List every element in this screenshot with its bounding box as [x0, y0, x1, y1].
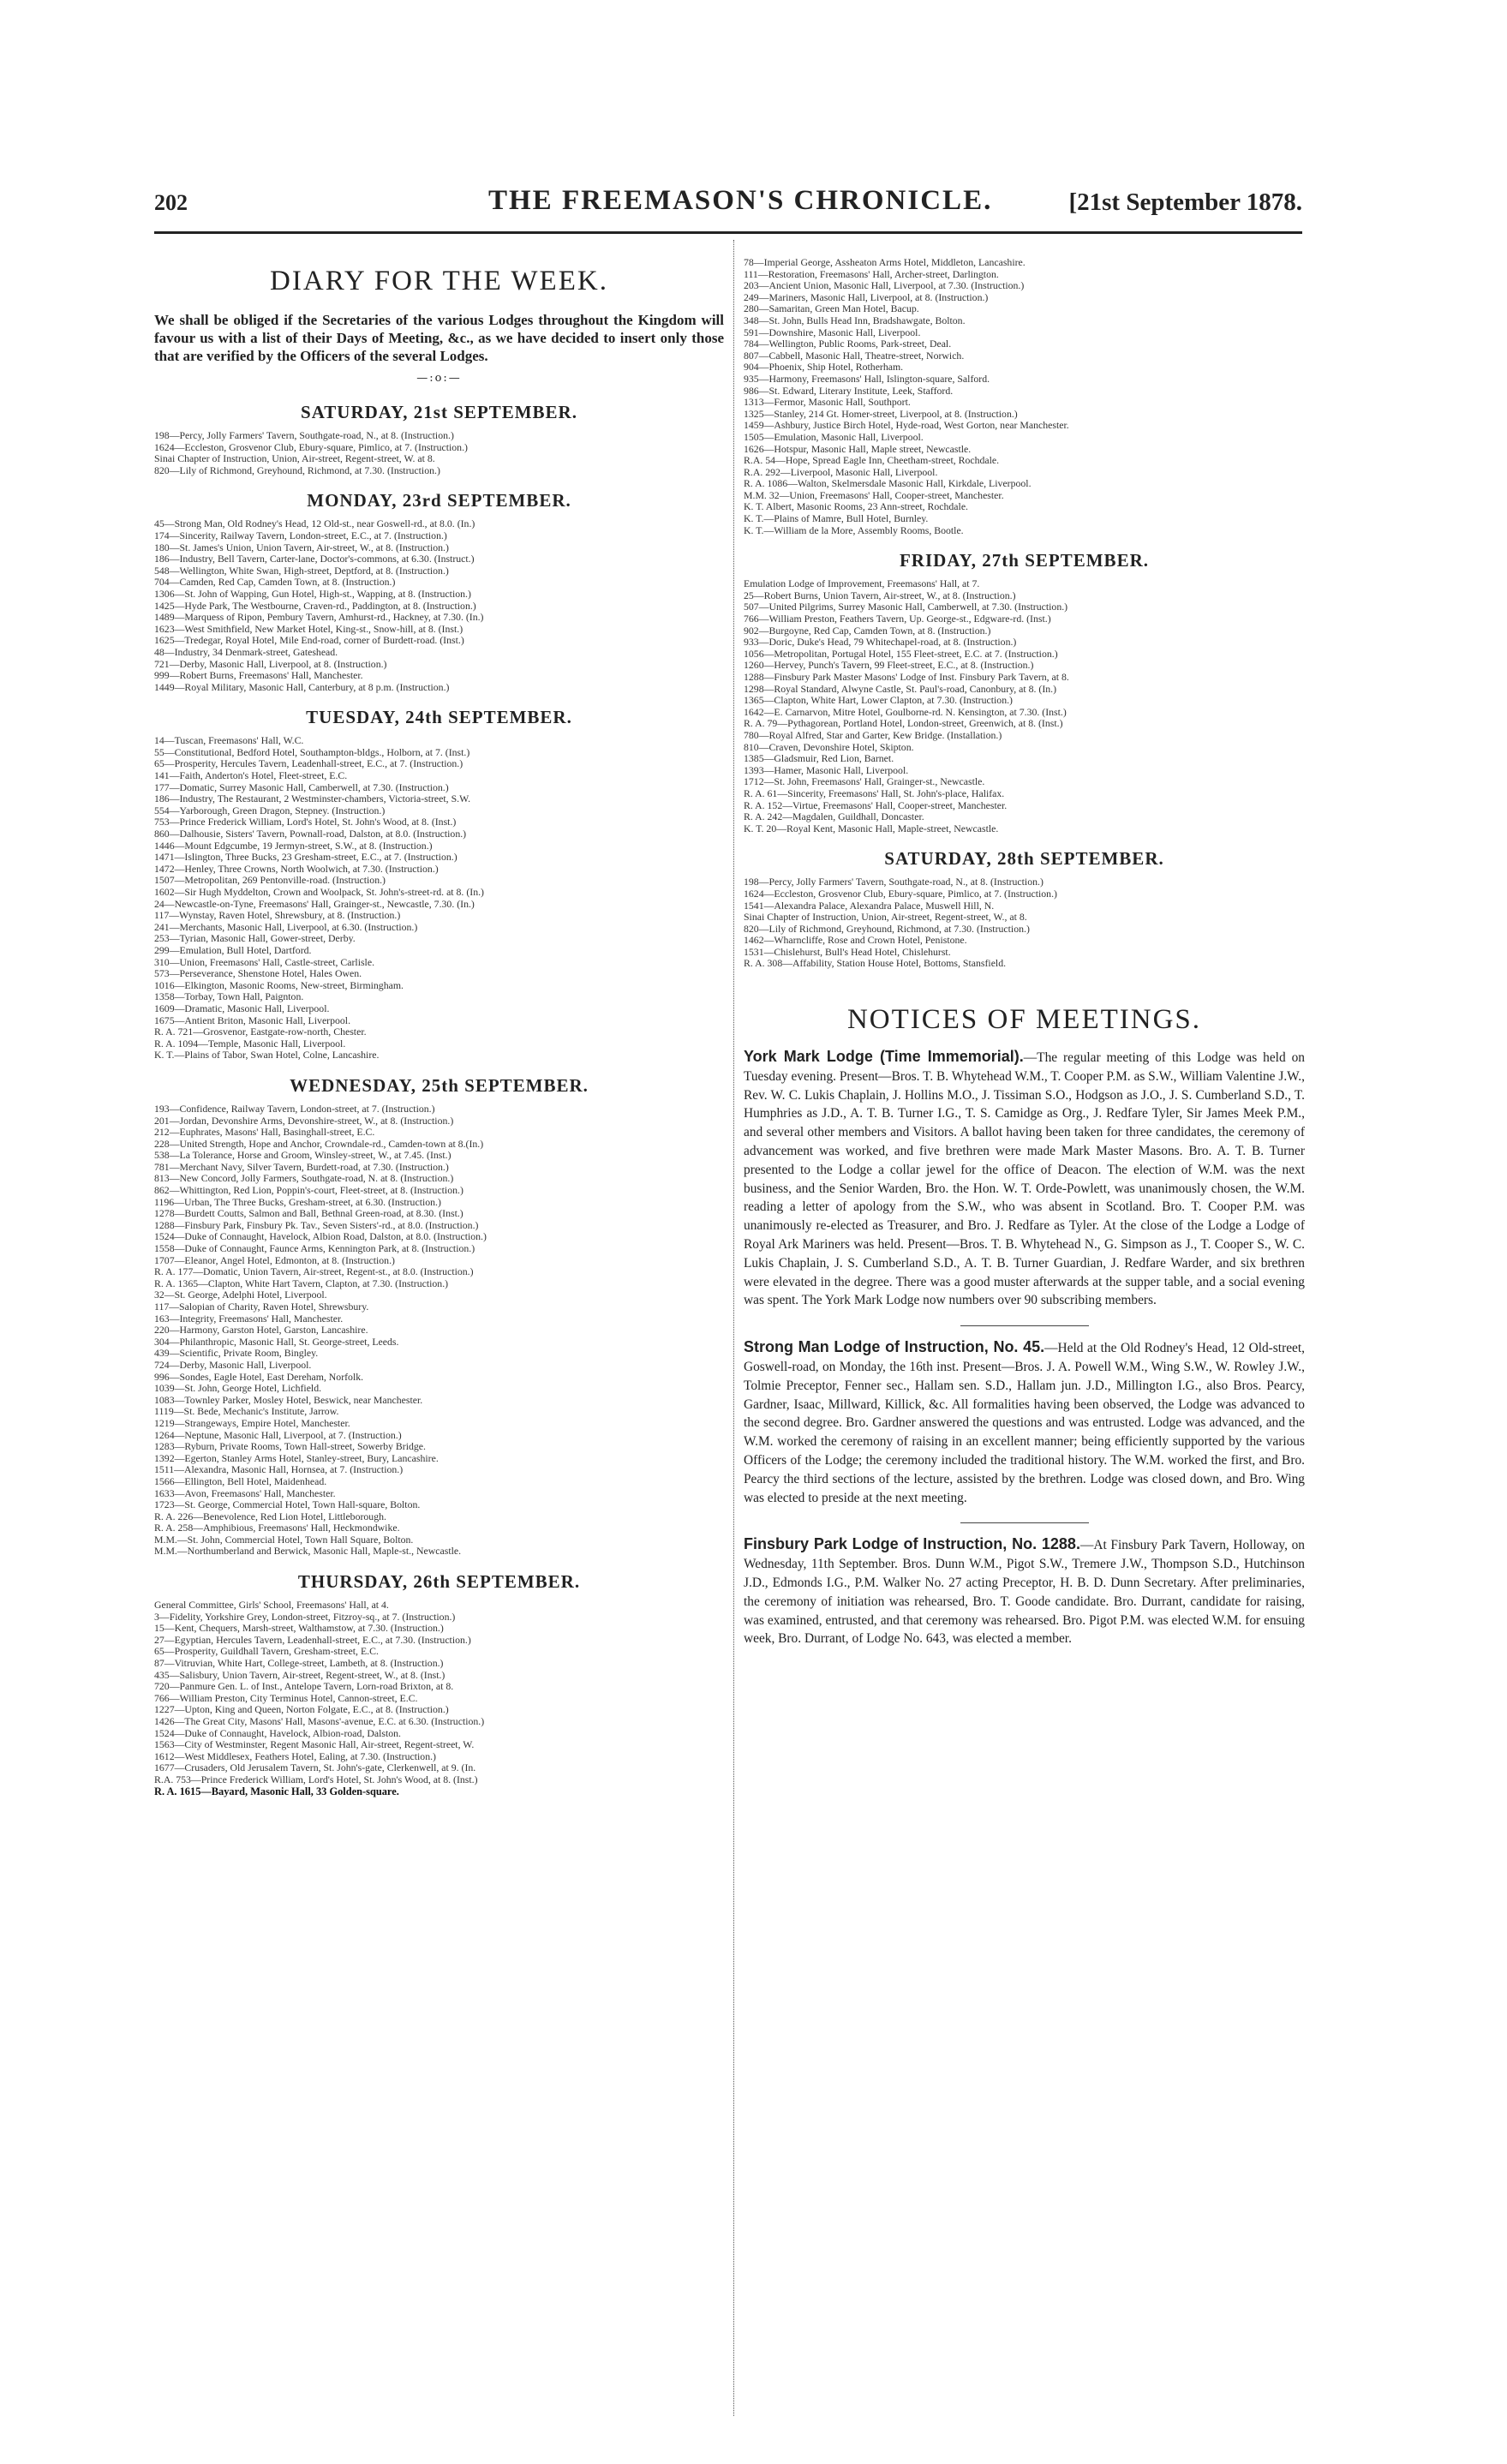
diary-entry: 1462—Wharncliffe, Rose and Crown Hotel, Penistone.: [744, 935, 967, 947]
diary-entry: 780—Royal Alfred, Star and Garter, Kew Bridge. (Installation.): [744, 729, 1002, 741]
diary-entry: 1298—Royal Standard, Alwyne Castle, St. Paul's-road, Canonbury, at 8. (In.): [744, 683, 1057, 695]
diary-entry: 249—Mariners, Masonic Hall, Liverpool, at 8. (Instruction.): [744, 291, 989, 303]
diary-entry: 820—Lily of Richmond, Greyhound, Richmond, at 7.30. (Instruction.): [154, 464, 440, 476]
entry-list: [154, 1103, 724, 1558]
diary-entry: 1624—Eccleston, Grosvenor Club, Ebury-square, Pimlico, at 7. (Instruction.): [744, 888, 1057, 900]
day-heading: WEDNESDAY, 25th SEPTEMBER.: [290, 1074, 589, 1096]
diary-entry: 117—Salopian of Charity, Raven Hotel, Shrewsbury.: [154, 1301, 369, 1313]
diary-entry: 299—Emulation, Bull Hotel, Dartford.: [154, 944, 312, 956]
diary-entry: 304—Philanthropic, Masonic Hall, St. George-street, Leeds.: [154, 1336, 399, 1348]
left-column: [154, 257, 724, 1797]
diary-entry: 860—Dalhousie, Sisters' Tavern, Pownall-road, Dalston, at 8.0. (Instruction.): [154, 828, 467, 840]
diary-entry: R. A. 79—Pythagorean, Portland Hotel, London-street, Greenwich, at 8. (Inst.): [744, 718, 1063, 730]
diary-entry: 1288—Finsbury Park Master Masons' Lodge of Inst. Finsbury Park Tavern, at 8.: [744, 672, 1069, 683]
page-number: 202: [154, 190, 188, 215]
day-heading: MONDAY, 23rd SEPTEMBER.: [307, 490, 571, 511]
diary-entry: 1675—Antient Briton, Masonic Hall, Liverpool.: [154, 1014, 351, 1026]
diary-entry: 15—Kent, Chequers, Marsh-street, Walthamstow, at 7.30. (Instruction.): [154, 1623, 444, 1635]
diary-entry: 1642—E. Carnarvon, Mitre Hotel, Goulborne-rd. N. Kensington, at 7.30. (Inst.): [744, 706, 1067, 718]
diary-entry: 1056—Metropolitan, Portugal Hotel, 155 Fleet-street, E.C. at 7. (Instruction.): [744, 648, 1058, 660]
diary-entry: 721—Derby, Masonic Hall, Liverpool, at 8. (Instruction.): [154, 658, 387, 670]
masthead: [154, 185, 1302, 234]
diary-entry: 1531—Chislehurst, Bull's Head Hotel, Chislehurst.: [744, 946, 951, 958]
diary-entry: 1712—St. John, Freemasons' Hall, Grainger-st., Newcastle.: [744, 776, 985, 788]
diary-entry: 1365—Clapton, White Hart, Lower Clapton, at 7.30. (Instruction.): [744, 695, 1013, 707]
day-heading: SATURDAY, 21st SEPTEMBER.: [301, 402, 577, 422]
diary-entry: 1083—Townley Parker, Mosley Hotel, Beswick, near Manchester.: [154, 1394, 423, 1406]
right-column: [744, 257, 1305, 1654]
diary-entry: R. A. 177—Domatic, Union Tavern, Air-street, Regent-st., at 8.0. (Instruction.): [154, 1266, 474, 1278]
column-divider: [733, 240, 734, 2416]
diary-entry: Sinai Chapter of Instruction, Union, Air-street, Regent-street, W. at 8.: [154, 453, 435, 465]
diary-entry: 201—Jordan, Devonshire Arms, Devonshire-street, W., at 8. (Instruction.): [154, 1115, 454, 1127]
diary-entry: 141—Faith, Anderton's Hotel, Fleet-street, E.C.: [154, 770, 348, 782]
diary-entry: 996—Sondes, Eagle Hotel, East Dereham, Norfolk.: [154, 1371, 364, 1383]
diary-entry: R. A. 226—Benevolence, Red Lion Hotel, Littleborough.: [154, 1510, 386, 1522]
diary-entry: 1723—St. George, Commercial Hotel, Town Hall-square, Bolton.: [154, 1499, 421, 1511]
diary-entry: 65—Prosperity, Guildhall Tavern, Gresham-street, E.C.: [154, 1646, 379, 1658]
notice-heading: Strong Man Lodge of Instruction, No. 45.: [744, 1338, 1045, 1356]
diary-entry: R. A. 1365—Clapton, White Hart Tavern, Clapton, at 7.30. (Instruction.): [154, 1277, 449, 1289]
diary-entry: 241—Merchants, Masonic Hall, Liverpool, at 6.30. (Instruction.): [154, 921, 418, 933]
diary-entry: 220—Harmony, Garston Hotel, Garston, Lancashire.: [154, 1325, 368, 1337]
diary-entry: 1264—Neptune, Masonic Hall, Liverpool, at 7. (Instruction.): [154, 1429, 402, 1441]
entry-list: [744, 578, 1305, 834]
diary-entry: 813—New Concord, Jolly Farmers, Southgate-road, N. at 8. (Instruction.): [154, 1173, 454, 1185]
diary-entry: 27—Egyptian, Hercules Tavern, Leadenhall-street, E.C., at 7.30. (Instruction.): [154, 1634, 471, 1646]
diary-entry: 902—Burgoyne, Red Cap, Camden Town, at 8. (Instruction.): [744, 625, 991, 637]
diary-entry: 1425—Hyde Park, The Westbourne, Craven-rd., Paddington, at 8. (Instruction.): [154, 600, 476, 612]
diary-entry: 1119—St. Bede, Mechanic's Institute, Jarrow.: [154, 1406, 339, 1418]
diary-entry: 753—Prince Frederick William, Lord's Hotel, St. John's Wood, at 8. (Inst.): [154, 816, 457, 828]
diary-entry: 1016—Elkington, Masonic Rooms, New-street, Birmingham.: [154, 979, 404, 991]
diary-entry: 1558—Duke of Connaught, Faunce Arms, Kennington Park, at 8. (Instruction.): [154, 1243, 475, 1255]
diary-entry: 212—Euphrates, Masons' Hall, Basinghall-street, E.C.: [154, 1127, 375, 1139]
notice-separator: [960, 1522, 1089, 1523]
notice-heading: York Mark Lodge (Time Immemorial).: [744, 1048, 1024, 1066]
day-section-saturday-21: [154, 402, 724, 476]
diary-entry: 45—Strong Man, Old Rodney's Head, 12 Old-st., near Goswell-rd., at 8.0. (In.): [154, 518, 475, 530]
diary-entry: K. T.—Plains of Tabor, Swan Hotel, Colne, Lancashire.: [154, 1050, 380, 1062]
diary-entry: 1625—Tredegar, Royal Hotel, Mile End-road, corner of Burdett-road. (Inst.): [154, 635, 464, 647]
diary-entry: 32—St. George, Adelphi Hotel, Liverpool.: [154, 1289, 327, 1301]
issue-date: [21st September 1878.: [1068, 188, 1302, 216]
diary-entry: 820—Lily of Richmond, Greyhound, Richmond, at 7.30. (Instruction.): [744, 923, 1030, 935]
diary-entry: R. A. 61—Sincerity, Freemasons' Hall, St. John's-place, Halifax.: [744, 787, 1005, 799]
diary-entry: 1459—Ashbury, Justice Birch Hotel, Hyde-road, West Gorton, near Manchester.: [744, 420, 1069, 432]
notice-finsbury-park-lodge: [744, 1535, 1305, 1648]
diary-entry: 999—Robert Burns, Freemasons' Hall, Manchester.: [154, 670, 363, 682]
diary-entry: 904—Phoenix, Ship Hotel, Rotherham.: [744, 362, 904, 374]
diary-entry: 1626—Hotspur, Masonic Hall, Maple street, Newcastle.: [744, 443, 972, 455]
notice-body: —Held at the Old Rodney's Head, 12 Old-street, Goswell-road, on Monday, the 16th inst. Present—Bros. J. A. Powell W.M., Wing S.W., W. Rowley J.W., Tolmie Preceptor, Fenner sec., Hallam sen. S.D., Hallam jun. J.D., Millington I.G., also Bros. Pearcy, Gardner, Isaac, Millward, Killick, &c. All formalities having been observed, the Lodge was advanced to the second degree. Bro. Gardner answered the questions and was entrusted. Lodge was advanced, and the W.M. worked the ceremony of raising in an excellent manner; being efficiently supported by the various Officers of the Lodge; the ceremony included the traditional history. The W.M. worked the first, and Bro. Pearcy the third sections of the lecture, assisted by the brethren. Lodge was closed down, and Bro. Wing was elected to preside at the next meeting.: [744, 1341, 1305, 1505]
diary-entry: 807—Cabbell, Masonic Hall, Theatre-street, Norwich.: [744, 350, 965, 362]
diary-entry: 1260—Hervey, Punch's Tavern, 99 Fleet-street, E.C., at 8. (Instruction.): [744, 660, 1034, 672]
diary-entry: Emulation Lodge of Improvement, Freemasons' Hall, at 7.: [744, 578, 980, 590]
diary-entry: Sinai Chapter of Instruction, Union, Air-street, Regent-street, W., at 8.: [744, 912, 1027, 924]
notice-body: —The regular meeting of this Lodge was held on Tuesday evening. Present—Bros. T. B. Whytehead W.M., T. Cooper P.M. as S.W., William Valentine J.W., Rev. W. C. Lukis Chaplain, J. Hollins M.O., J. Tissiman S.O., Hodgson as J.O., J. S. Cumberland S.D., T. Humphries as J.D., A. T. B. Turner I.G., T. S. Camidge as Org., J. Redfare Tyler, Sir James Meek P.M., and several other members and Visitors. A ballot having been taken for three candidates, the ceremony of advancement was worked, and five brethren were made Mark Master Masons. Bro. A. T. B. Turner presented to the Lodge a collar jewel for the office of Deacon. The election of W.M. was the next business, and the Senior Warden, Bro. the Hon. W. T. Orde-Powlett, was unanimously chosen, the W.M. reading a letter of apology from the S.W., who was absent in Scotland. Bro. T. Cooper P.M. was unanimously re-elected as Treasurer, and Bro. J. Redfare as Tyler. At the close of the Lodge a Lodge of Royal Ark Mariners was held. Present—Bros. T. B. Whytehead N., G. Simpson as J., T. Cooper S., W. C. Lukis Chaplain, J. S. Cumberland S.D., A. T. B. Turner Guardian, J. Redfare Warder, and six brethren were elevated in the degree. There was a good muster afterwards at the supper table, and a social evening was spent. The York Mark Lodge now numbers over 90 subscribing members.: [744, 1050, 1305, 1308]
diary-entry: 704—Camden, Red Cap, Camden Town, at 8. (Instruction.): [154, 577, 396, 589]
diary-entry: 1472—Henley, Three Crowns, North Woolwich, at 7.30. (Instruction.): [154, 863, 439, 875]
diary-entry: 591—Downshire, Masonic Hall, Liverpool.: [744, 326, 921, 338]
notices-title: NOTICES OF MEETINGS.: [846, 1004, 1202, 1036]
day-section-monday-23: [154, 490, 724, 693]
diary-entry: 573—Perseverance, Shenstone Hotel, Hales Owen.: [154, 968, 362, 980]
diary-entry: 720—Panmure Gen. L. of Inst., Antelope Tavern, Lorn-road Brixton, at 8.: [154, 1681, 454, 1693]
diary-entry: 1623—West Smithfield, New Market Hotel, King-st., Snow-hill, at 8. (Inst.): [154, 623, 463, 635]
diary-entry: 1541—Alexandra Palace, Alexandra Palace, Muswell Hill, N.: [744, 900, 995, 912]
diary-entry: 1511—Alexandra, Masonic Hall, Hornsea, at 7. (Instruction.): [154, 1464, 404, 1476]
diary-entry: 1524—Duke of Connaught, Havelock, Albion-road, Dalston.: [154, 1727, 401, 1739]
diary-entry: 14—Tuscan, Freemasons' Hall, W.C.: [154, 735, 304, 747]
diary-entry: 1325—Stanley, 214 Gt. Homer-street, Liverpool, at 8. (Instruction.): [744, 408, 1018, 420]
diary-entry: 810—Craven, Devonshire Hotel, Skipton.: [744, 741, 914, 753]
diary-entry: 1505—Emulation, Masonic Hall, Liverpool.: [744, 431, 924, 443]
section-divider: —:o:—: [416, 372, 462, 385]
diary-entry: 935—Harmony, Freemasons' Hall, Islington-square, Salford.: [744, 373, 990, 385]
diary-entry: 1227—Upton, King and Queen, Norton Folgate, E.C., at 8. (Instruction.): [154, 1704, 449, 1716]
diary-entry: 766—William Preston, City Terminus Hotel, Cannon-street, E.C.: [154, 1692, 418, 1704]
day-section-thursday-26: [154, 1571, 724, 1797]
diary-entry: R. A. 258—Amphibious, Freemasons' Hall, Heckmondwike.: [154, 1522, 400, 1534]
diary-entry: 78—Imperial George, Assheaton Arms Hotel, Middleton, Lancashire.: [744, 257, 1026, 268]
diary-entry: 784—Wellington, Public Rooms, Park-street, Deal.: [744, 338, 952, 350]
diary-entry: 781—Merchant Navy, Silver Tavern, Burdett-road, at 7.30. (Instruction.): [154, 1161, 449, 1173]
diary-entry: 1489—Marquess of Ripon, Pembury Tavern, Amhurst-rd., Hackney, at 7.30. (In.): [154, 612, 484, 624]
diary-entry: 766—William Preston, Feathers Tavern, Up. George-st., Edgware-rd. (Inst.): [744, 613, 1051, 625]
diary-entry: 1707—Eleanor, Angel Hotel, Edmonton, at 8. (Instruction.): [154, 1254, 395, 1266]
diary-entry: 198—Percy, Jolly Farmers' Tavern, Southgate-road, N., at 8. (Instruction.): [744, 876, 1044, 888]
publication-title: THE FREEMASON'S CHRONICLE.: [488, 185, 993, 216]
day-heading: SATURDAY, 28th SEPTEMBER.: [884, 848, 1164, 870]
diary-entry: 1677—Crusaders, Old Jerusalem Tavern, St. John's-gate, Clerkenwell, at 9. (In.: [154, 1762, 476, 1774]
day-section-wednesday-25: [154, 1075, 724, 1558]
diary-entry: R. A. 308—Affability, Station House Hotel, Bottoms, Stansfield.: [744, 958, 1007, 970]
diary-entry: 55—Constitutional, Bedford Hotel, Southampton-bldgs., Holborn, at 7. (Inst.): [154, 746, 470, 758]
diary-entry: R.A. 54—Hope, Spread Eagle Inn, Cheetham-street, Rochdale.: [744, 455, 1000, 467]
diary-entry: 1278—Burdett Coutts, Salmon and Ball, Bethnal Green-road, at 8.30. (Inst.): [154, 1208, 463, 1220]
diary-entry: 548—Wellington, White Swan, High-street, Deptford, at 8. (Instruction.): [154, 565, 449, 577]
diary-entry: K. T.—William de la More, Assembly Rooms, Bootle.: [744, 524, 964, 536]
diary-entry: 1219—Strangeways, Empire Hotel, Manchester.: [154, 1417, 350, 1429]
entry-list: [744, 876, 1305, 970]
diary-entry: 1288—Finsbury Park, Finsbury Pk. Tav., Seven Sisters'-rd., at 8.0. (Instruction.): [154, 1219, 479, 1231]
diary-entry: K. T. Albert, Masonic Rooms, 23 Ann-street, Rochdale.: [744, 501, 969, 513]
diary-entry: 111—Restoration, Freemasons' Hall, Archer-street, Darlington.: [744, 268, 999, 280]
diary-entry: 1602—Sir Hugh Myddelton, Crown and Woolpack, St. John's-street-rd. at 8. (In.): [154, 887, 484, 898]
day-section-saturday-28: [744, 848, 1305, 970]
diary-entry: 3—Fidelity, Yorkshire Grey, London-street, Fitzroy-sq., at 7. (Instruction.): [154, 1611, 456, 1623]
diary-entry: 1609—Dramatic, Masonic Hall, Liverpool.: [154, 1002, 330, 1014]
diary-entry: 203—Ancient Union, Masonic Hall, Liverpool, at 7.30. (Instruction.): [744, 280, 1025, 292]
diary-entry: K. T.—Plains of Mamre, Bull Hotel, Burnley.: [744, 513, 929, 525]
notice-heading: Finsbury Park Lodge of Instruction, No. 1288.: [744, 1535, 1080, 1553]
diary-entry: 117—Wynstay, Raven Hotel, Shrewsbury, at 8. (Instruction.): [154, 910, 401, 922]
entry-list: [744, 257, 1305, 536]
day-heading: TUESDAY, 24th SEPTEMBER.: [306, 707, 572, 728]
day-section-tuesday-24: [154, 707, 724, 1062]
diary-entry: 348—St. John, Bulls Head Inn, Bradshawgate, Bolton.: [744, 314, 966, 326]
diary-entry: 48—Industry, 34 Denmark-street, Gateshead.: [154, 646, 338, 658]
diary-entry: General Committee, Girls' School, Freemasons' Hall, at 4.: [154, 1600, 389, 1612]
diary-entry: M.M. 32—Union, Freemasons' Hall, Cooper-street, Manchester.: [744, 489, 1004, 501]
diary-entry: 538—La Tolerance, Horse and Groom, Winsley-street, W., at 7.45. (Inst.): [154, 1150, 452, 1162]
diary-entry: 1563—City of Westminster, Regent Masonic Hall, Air-street, Regent-street, W.: [154, 1739, 475, 1751]
day-heading: FRIDAY, 27th SEPTEMBER.: [899, 550, 1149, 571]
diary-entry: 933—Doric, Duke's Head, 79 Whitechapel-road, at 8. (Instruction.): [744, 637, 1017, 649]
diary-entry: 724—Derby, Masonic Hall, Liverpool.: [154, 1359, 312, 1371]
entry-list: [154, 518, 724, 693]
diary-entry: 1358—Torbay, Town Hall, Paignton.: [154, 991, 304, 1003]
entry-list: [154, 735, 724, 1062]
diary-entry: 1392—Egerton, Stanley Arms Hotel, Stanley-street, Bury, Lancashire.: [154, 1452, 439, 1464]
diary-entry: R. A. 1615—Bayard, Masonic Hall, 33 Golden-square.: [154, 1785, 399, 1797]
diary-entry: R. A. 1086—Walton, Skelmersdale Masonic Hall, Kirkdale, Liverpool.: [744, 478, 1032, 490]
diary-title: DIARY FOR THE WEEK.: [270, 266, 608, 296]
diary-intro: We shall be obliged if the Secretaries of the various Lodges throughout the Kingdom will favour us with a list of their Days of Meeting, &c., as we have decided to insert only those that are verified by the Officers of the several Lodges.: [154, 312, 724, 364]
diary-entry: 435—Salisbury, Union Tavern, Air-street, Regent-street, W., at 8. (Inst.): [154, 1669, 446, 1681]
diary-entry: 1446—Mount Edgcumbe, 19 Jermyn-street, S.W., at 8. (Instruction.): [154, 840, 433, 852]
diary-entry: 87—Vitruvian, White Hart, College-street, Lambeth, at 8. (Instruction.): [154, 1658, 444, 1670]
diary-entry: 1633—Avon, Freemasons' Hall, Manchester.: [154, 1487, 336, 1499]
diary-entry: R.A. 292—Liverpool, Masonic Hall, Liverpool.: [744, 466, 938, 478]
diary-entry: 1393—Hamer, Masonic Hall, Liverpool.: [744, 764, 909, 776]
notice-strong-man-lodge: [744, 1338, 1305, 1507]
diary-entry: 186—Industry, The Restaurant, 2 Westminster-chambers, Victoria-street, S.W.: [154, 793, 471, 805]
diary-entry: 1624—Eccleston, Grosvenor Club, Ebury-square, Pimlico, at 7. (Instruction.): [154, 441, 468, 453]
diary-entry: 186—Industry, Bell Tavern, Carter-lane, Doctor's-commons, at 6.30. (Instruct.): [154, 553, 475, 565]
diary-entry: 1313—Fermor, Masonic Hall, Southport.: [744, 397, 911, 409]
diary-entry: 1524—Duke of Connaught, Havelock, Albion Road, Dalston, at 8.0. (Instruction.): [154, 1231, 487, 1243]
entry-list: [154, 1600, 724, 1797]
diary-entry: 1283—Ryburn, Private Rooms, Town Hall-street, Sowerby Bridge.: [154, 1441, 426, 1453]
diary-entry: 862—Whittington, Red Lion, Poppin's-court, Fleet-street, at 8. (Instruction.): [154, 1185, 463, 1197]
diary-entry: 1196—Urban, The Three Bucks, Gresham-street, at 6.30. (Instruction.): [154, 1196, 441, 1208]
entry-list: [154, 430, 724, 476]
diary-entry: 24—Newcastle-on-Tyne, Freemasons' Hall, Grainger-st., Newcastle, 7.30. (In.): [154, 898, 475, 910]
diary-entry: 1507—Metropolitan, 269 Pentonville-road. (Instruction.): [154, 875, 386, 887]
diary-entry: 180—St. James's Union, Union Tavern, Air-street, W., at 8. (Instruction.): [154, 541, 449, 553]
diary-entry: 1449—Royal Military, Masonic Hall, Canterbury, at 8 p.m. (Instruction.): [154, 681, 450, 693]
diary-entry: 228—United Strength, Hope and Anchor, Crowndale-rd., Camden-town at 8.(In.): [154, 1138, 484, 1150]
day-heading: THURSDAY, 26th SEPTEMBER.: [297, 1571, 581, 1593]
notice-york-mark-lodge: [744, 1048, 1305, 1310]
diary-entry: R. A. 1094—Temple, Masonic Hall, Liverpool.: [154, 1038, 346, 1050]
diary-entry: K. T. 20—Royal Kent, Masonic Hall, Maple-street, Newcastle.: [744, 822, 999, 834]
diary-entry: 1306—St. John of Wapping, Gun Hotel, High-st., Wapping, at 8. (Instruction.): [154, 588, 471, 600]
diary-entry: 507—United Pilgrims, Surrey Masonic Hall, Camberwell, at 7.30. (Instruction.): [744, 601, 1068, 613]
diary-entry: 554—Yarborough, Green Dragon, Stepney. (Instruction.): [154, 804, 386, 816]
day-section-friday-27: [744, 550, 1305, 834]
diary-entry: 177—Domatic, Surrey Masonic Hall, Camberwell, at 7.30. (Instruction.): [154, 781, 449, 793]
diary-entry: 439—Scientific, Private Room, Bingley.: [154, 1348, 319, 1360]
diary-entry: 163—Integrity, Freemasons' Hall, Manchester.: [154, 1313, 344, 1325]
diary-entry: 1426—The Great City, Masons' Hall, Masons'-avenue, E.C. at 6.30. (Instruction.): [154, 1716, 485, 1727]
diary-entry: 198—Percy, Jolly Farmers' Tavern, Southgate-road, N., at 8. (Instruction.): [154, 430, 454, 441]
diary-entry: R.A. 753—Prince Frederick William, Lord's Hotel, St. John's Wood, at 8. (Inst.): [154, 1773, 478, 1785]
notice-separator: [960, 1325, 1089, 1326]
diary-entry: 310—Union, Freemasons' Hall, Castle-street, Carlisle.: [154, 956, 375, 968]
diary-entry: R. A. 721—Grosvenor, Eastgate-row-north, Chester.: [154, 1026, 367, 1038]
notice-body: —At Finsbury Park Tavern, Holloway, on Wednesday, 11th September. Bros. Dunn W.M., Pigot S.W., Tremere J.W., Thompson S.D., Hutchinson J.D., Edmonds I.G., P.M. Walker No. 27 acting Preceptor, H. B. D. Dunn Secretary. After preliminaries, the ceremony of initiation was rehearsed, Bro. T. Goode candidate. Bro. Durrant, candidate for raising, was examined, entrusted, and that ceremony was rehearsed. Bro. Pigot P.M. was elected W.M. for ensuing week, Bro. Durrant, of Lodge No. 643, was elected a member.: [744, 1538, 1305, 1647]
diary-entry: 1039—St. John, George Hotel, Lichfield.: [154, 1383, 322, 1395]
diary-entry: R. A. 242—Magdalen, Guildhall, Doncaster.: [744, 811, 924, 823]
day-section-thursday-26-continued: [744, 257, 1305, 536]
diary-entry: M.M.—St. John, Commercial Hotel, Town Hall Square, Bolton.: [154, 1534, 414, 1546]
diary-entry: 65—Prosperity, Hercules Tavern, Leadenhall-street, E.C., at 7. (Instruction.): [154, 758, 463, 770]
diary-entry: 1385—Gladsmuir, Red Lion, Barnet.: [744, 753, 894, 765]
diary-entry: 25—Robert Burns, Union Tavern, Air-street, W., at 8. (Instruction.): [744, 589, 1016, 601]
diary-entry: 253—Tyrian, Masonic Hall, Gower-street, Derby.: [154, 933, 356, 945]
diary-entry: 1471—Islington, Three Bucks, 23 Gresham-street, E.C., at 7. (Instruction.): [154, 852, 457, 864]
diary-entry: 174—Sincerity, Railway Tavern, London-street, E.C., at 7. (Instruction.): [154, 529, 447, 541]
diary-entry: 986—St. Edward, Literary Institute, Leek, Stafford.: [744, 385, 954, 397]
diary-entry: R. A. 152—Virtue, Freemasons' Hall, Cooper-street, Manchester.: [744, 799, 1008, 811]
diary-entry: 1566—Ellington, Bell Hotel, Maidenhead.: [154, 1475, 327, 1487]
diary-entry: 193—Confidence, Railway Tavern, London-street, at 7. (Instruction.): [154, 1103, 435, 1115]
diary-entry: M.M.—Northumberland and Berwick, Masonic Hall, Maple-st., Newcastle.: [154, 1546, 462, 1558]
diary-entry: 280—Samaritan, Green Man Hotel, Bacup.: [744, 303, 919, 315]
diary-entry: 1612—West Middlesex, Feathers Hotel, Ealing, at 7.30. (Instruction.): [154, 1750, 436, 1762]
